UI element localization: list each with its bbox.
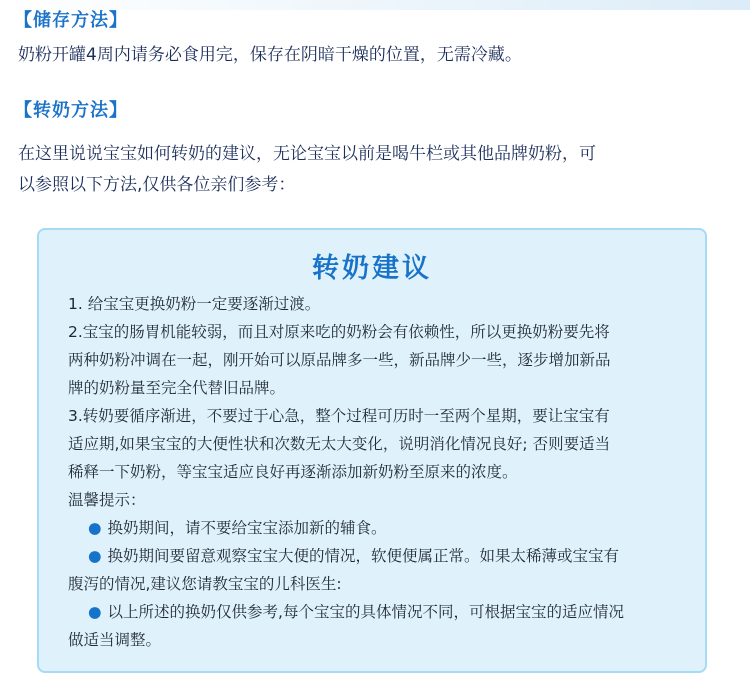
storage-heading: 【储存方法】 (14, 10, 128, 31)
tip-2-continued: 腹泻的情况,建议您请教宝宝的儿科医生: (68, 575, 342, 593)
switching-intro-line1: 在这里说说宝宝如何转奶的建议，无论宝宝以前是喝牛栏或其他品牌奶粉，可 (18, 144, 596, 164)
advice-line: 2.宝宝的肠胃机能较弱，而且对原来吃的奶粉会有依赖性，所以更换奶粉要先将 (68, 323, 610, 341)
switching-intro-line2: 以参照以下方法,仅供各位亲们参考： (18, 175, 296, 195)
advice-line: 稀释一下奶粉，等宝宝适应良好再逐渐添加新奶粉至原来的浓度。 (68, 463, 518, 481)
bullet-icon: ● (88, 547, 102, 565)
tips-label: 温馨提示： (68, 491, 146, 509)
tip-2-text: 换奶期间要留意观察宝宝大便的情况，软便便属正常。如果太稀薄或宝宝有 (107, 547, 620, 565)
advice-body (68, 290, 698, 654)
advice-line: 两种奶粉冲调在一起，刚开始可以原品牌多一些，新品牌少一些，逐步增加新品 (68, 351, 611, 369)
bullet-icon: ● (88, 519, 102, 537)
tip-1-text: 换奶期间，请不要给宝宝添加新的辅食。 (107, 519, 387, 537)
switching-intro (18, 139, 596, 201)
tip-3-text: 以上所述的换奶仅供参考,每个宝宝的具体情况不同，可根据宝宝的适应情况 (107, 603, 624, 621)
advice-card (37, 228, 707, 673)
bullet-icon: ● (88, 603, 102, 621)
advice-line: 牌的奶粉量至完全代替旧品牌。 (68, 379, 286, 397)
switching-heading: 【转奶方法】 (14, 100, 128, 121)
advice-line: 1. 给宝宝更换奶粉一定要逐渐过渡。 (68, 295, 321, 313)
advice-title: 转奶建议 (312, 253, 432, 284)
tip-3-continued: 做适当调整。 (68, 631, 162, 649)
storage-text: 奶粉开罐4周内请务必食用完，保存在阴暗干燥的位置，无需冷藏。 (18, 45, 522, 65)
tip-2 (68, 542, 698, 570)
advice-line: 3.转奶要循序渐进，不要过于心急，整个过程可历时一至两个星期，要让宝宝有 (68, 407, 610, 425)
tip-1 (68, 514, 698, 542)
tip-3 (68, 598, 698, 626)
advice-line: 适应期,如果宝宝的大便性状和次数无太大变化，说明消化情况良好; 否则要适当 (68, 435, 611, 453)
